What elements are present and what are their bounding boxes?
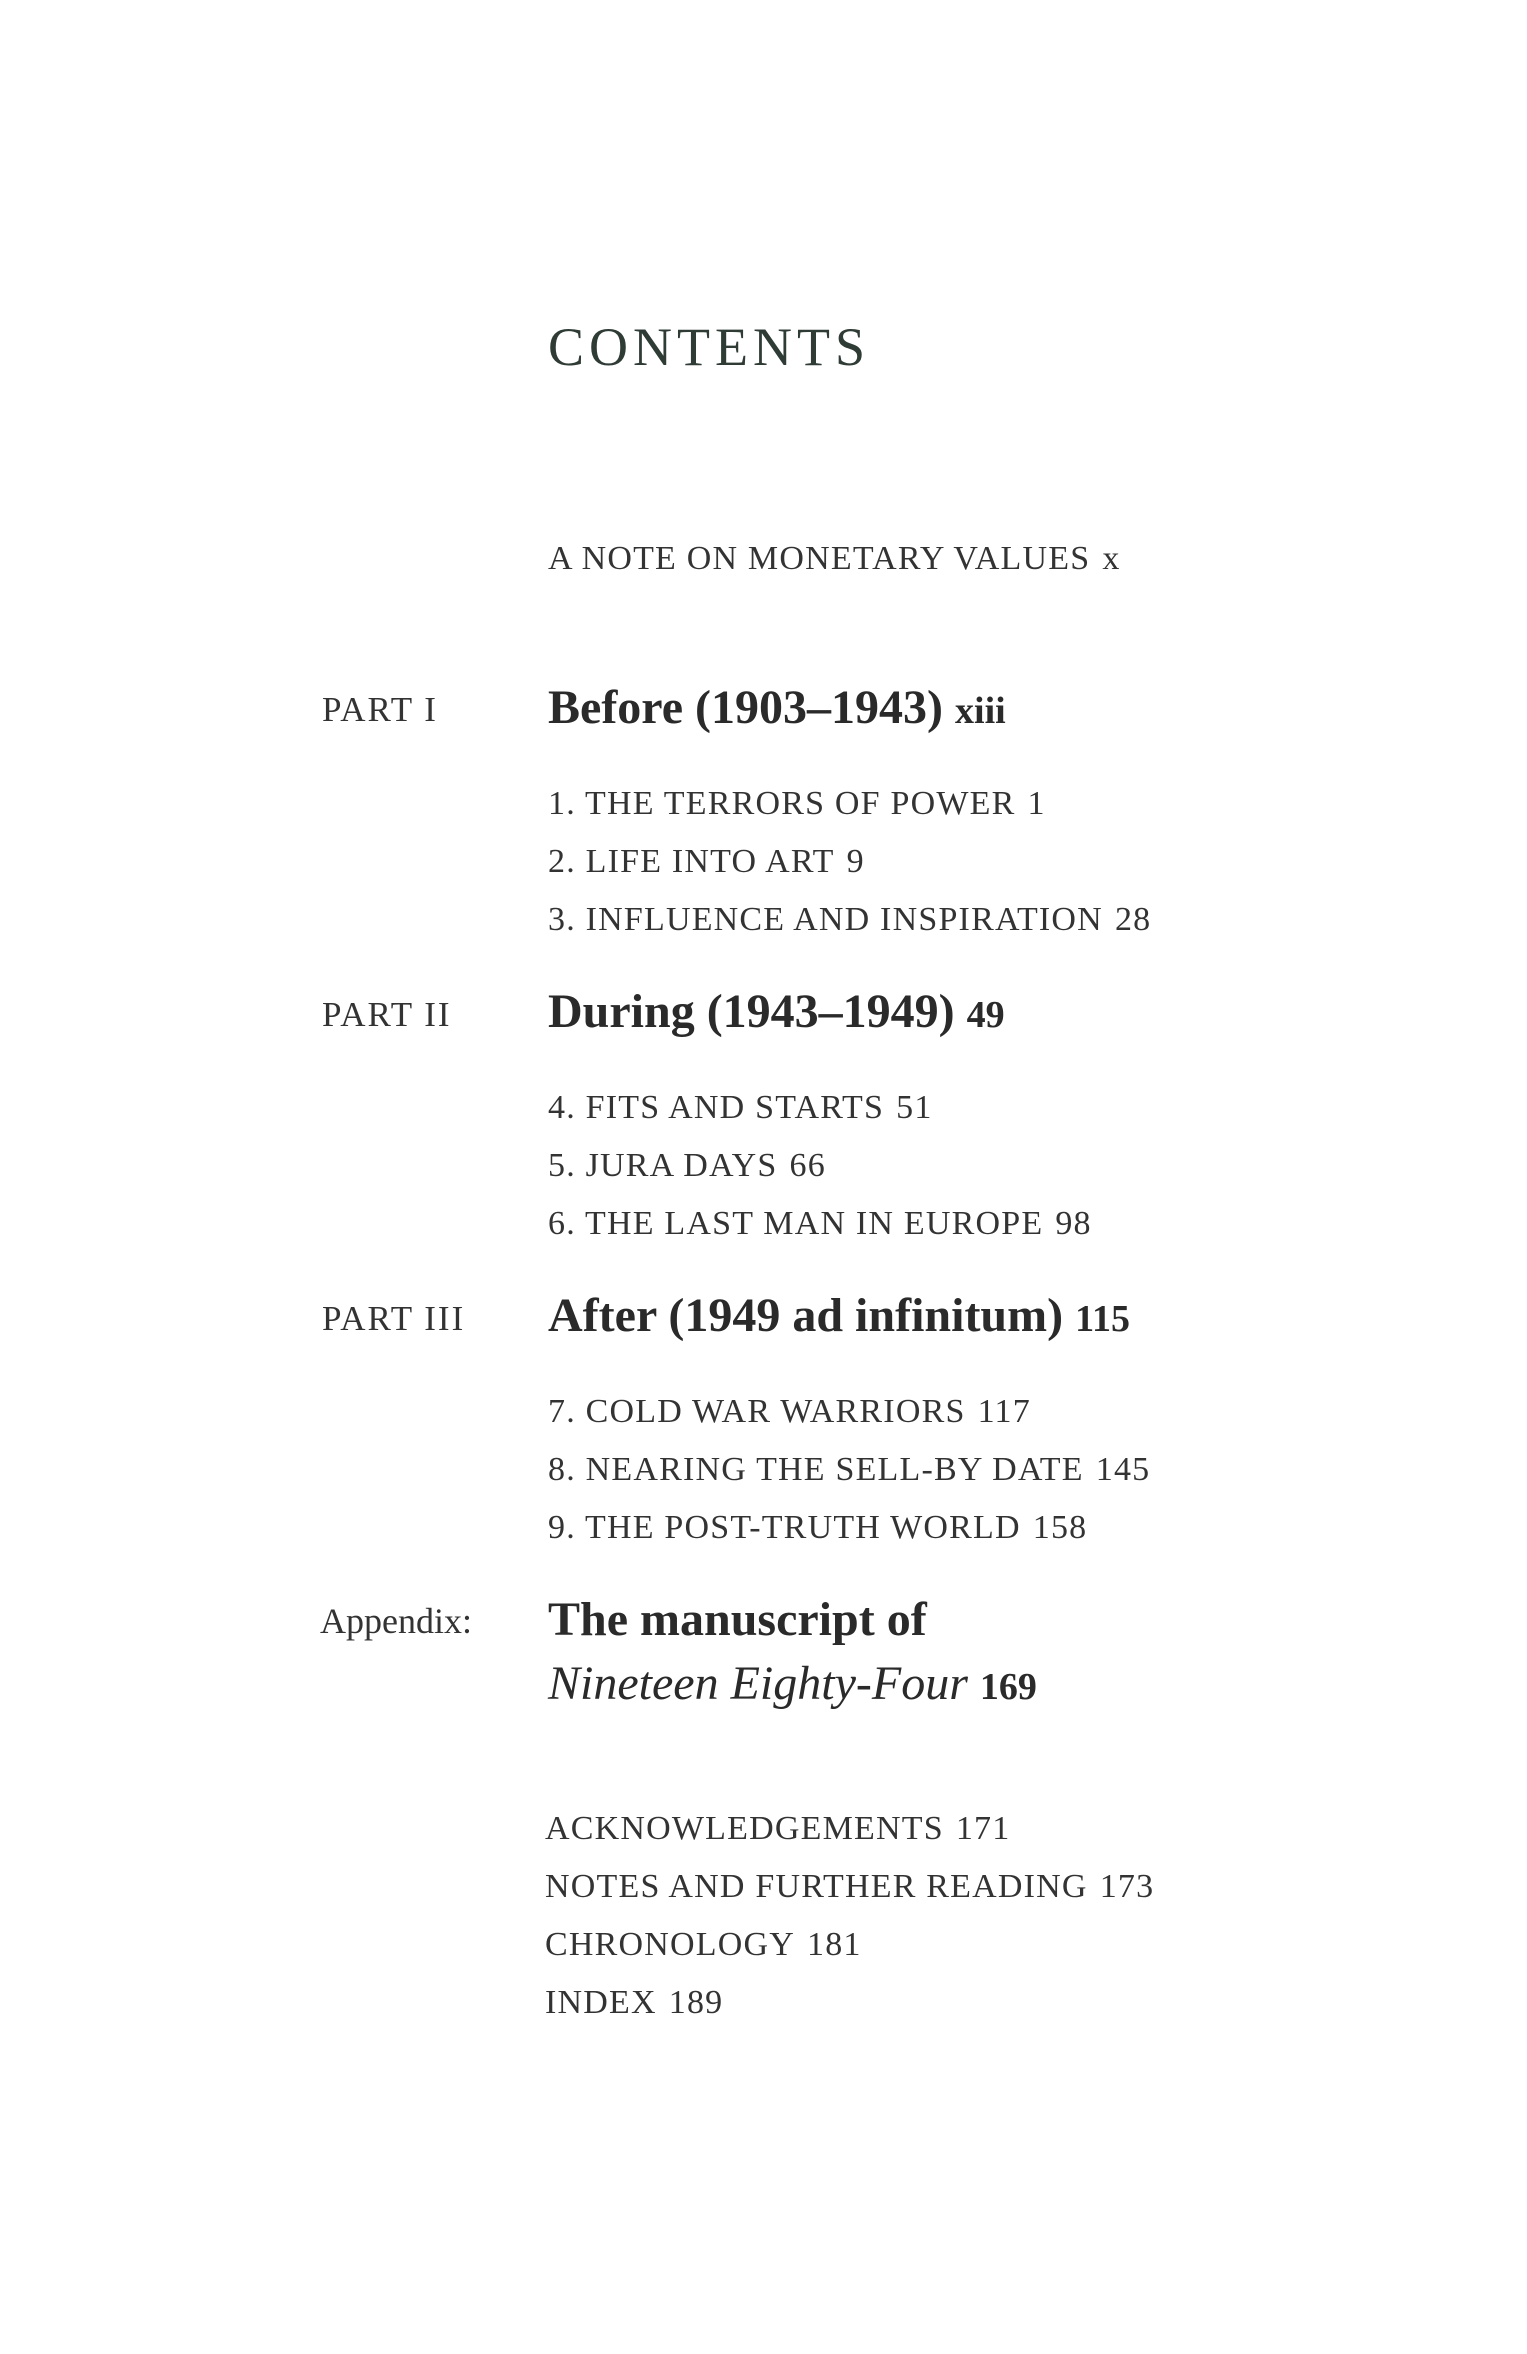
- chapter-text: 2. LIFE INTO ART: [548, 843, 835, 880]
- chapter-page: 51: [896, 1089, 933, 1126]
- chapter-entry[interactable]: [548, 1147, 826, 1185]
- part-page: 49: [966, 994, 1005, 1036]
- entry-text: ACKNOWLEDGEMENTS: [545, 1810, 944, 1847]
- chapter-entry[interactable]: [548, 843, 865, 881]
- entry-text: INDEX: [545, 1984, 657, 2021]
- part-label: PART III: [322, 1299, 466, 1338]
- chapter-page: 98: [1055, 1205, 1092, 1242]
- chapter-page: 145: [1095, 1451, 1151, 1488]
- part-title[interactable]: [548, 984, 1005, 1039]
- appendix-title-line1[interactable]: The manuscript of: [548, 1593, 927, 1646]
- chapter-page: 66: [789, 1147, 826, 1184]
- chapter-page: 9: [846, 843, 865, 880]
- appendix-label: Appendix:: [320, 1601, 472, 1641]
- front-matter-entry[interactable]: [548, 540, 1121, 578]
- chapter-page: 28: [1114, 901, 1152, 938]
- chapter-text: 8. NEARING THE SELL-BY DATE: [548, 1451, 1084, 1488]
- chapter-text: 1. THE TERRORS OF POWER: [548, 785, 1016, 822]
- chapter-text: 5. JURA DAYS: [548, 1147, 778, 1184]
- chapter-page: 158: [1032, 1509, 1088, 1546]
- part-page: 115: [1075, 1298, 1130, 1340]
- part-title-text: During (1943–1949): [548, 985, 955, 1038]
- chapter-text: 9. THE POST-TRUTH WORLD: [548, 1509, 1021, 1546]
- part-title[interactable]: [548, 1288, 1130, 1343]
- entry-text: NOTES AND FURTHER READING: [545, 1868, 1088, 1905]
- entry-text: A NOTE ON MONETARY VALUES: [548, 540, 1091, 577]
- back-matter-entry[interactable]: [545, 1984, 723, 2022]
- appendix-page: 169: [979, 1666, 1037, 1708]
- appendix-title-line2[interactable]: [548, 1656, 1037, 1711]
- back-matter-entry[interactable]: [545, 1810, 1010, 1848]
- chapter-entry[interactable]: [548, 1509, 1087, 1547]
- page-title: CONTENTS: [548, 317, 870, 377]
- chapter-text: 6. THE LAST MAN IN EUROPE: [548, 1205, 1044, 1242]
- part-page: xiii: [955, 690, 1006, 732]
- chapter-text: 4. FITS AND STARTS: [548, 1089, 885, 1126]
- part-label: PART I: [322, 690, 438, 729]
- chapter-text: 3. INFLUENCE AND INSPIRATION: [548, 901, 1103, 938]
- chapter-entry[interactable]: [548, 1451, 1150, 1489]
- part-title-text: Before (1903–1943): [548, 681, 944, 734]
- entry-page: 181: [807, 1926, 862, 1963]
- back-matter-entry[interactable]: [545, 1926, 862, 1964]
- part-title[interactable]: [548, 680, 1006, 735]
- part-title-text: After (1949 ad infinitum): [548, 1289, 1064, 1342]
- entry-page: 173: [1099, 1868, 1155, 1905]
- chapter-entry[interactable]: [548, 785, 1046, 823]
- chapter-page: 1: [1027, 785, 1046, 822]
- entry-text: CHRONOLOGY: [545, 1926, 795, 1963]
- appendix-title-text: Nineteen Eighty-Four: [548, 1657, 968, 1710]
- entry-page: x: [1102, 540, 1121, 577]
- chapter-entry[interactable]: [548, 1089, 933, 1127]
- part-label: PART II: [322, 995, 452, 1034]
- back-matter-entry[interactable]: [545, 1868, 1154, 1906]
- entry-page: 171: [955, 1810, 1011, 1847]
- chapter-text: 7. COLD WAR WARRIORS: [548, 1393, 966, 1430]
- chapter-entry[interactable]: [548, 1205, 1092, 1243]
- chapter-entry[interactable]: [548, 901, 1151, 939]
- chapter-page: 117: [977, 1393, 1031, 1430]
- entry-page: 189: [668, 1984, 724, 2021]
- chapter-entry[interactable]: [548, 1393, 1031, 1431]
